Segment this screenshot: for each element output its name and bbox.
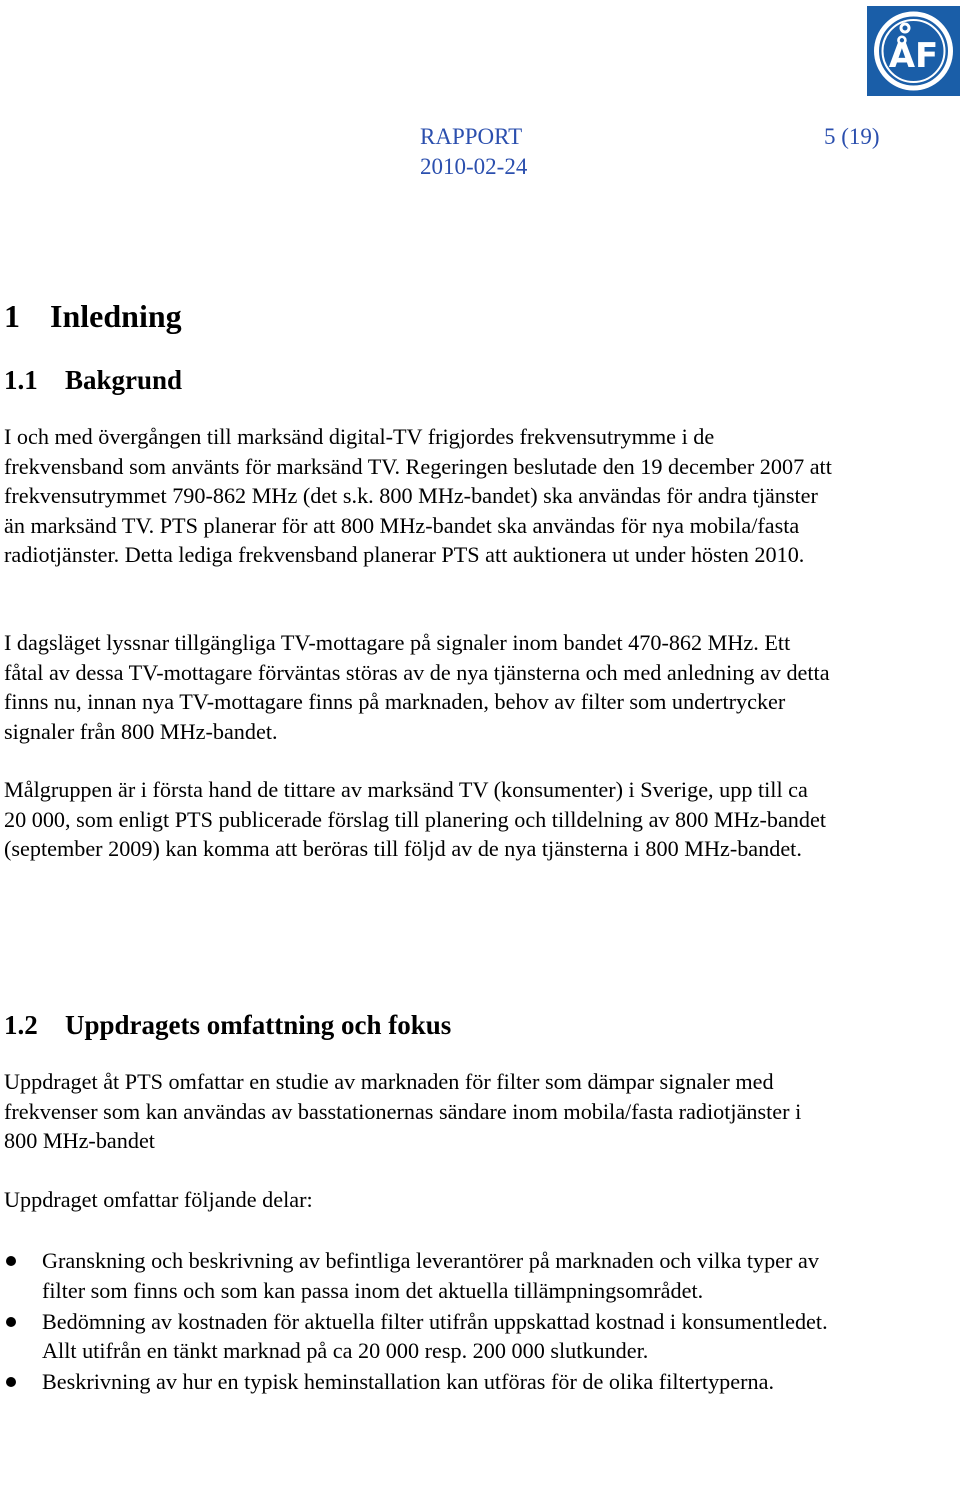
paragraph-text: Uppdraget omfattar följande delar:: [4, 1187, 313, 1212]
list-item: [4, 1307, 834, 1366]
list-item-text: Bedömning av kostnaden för aktuella filter utifrån uppskattad kostnad i konsumentledet. Allt utifrån en tänkt marknad på ca 20 000 resp. 200 000 slutkunder.: [42, 1308, 828, 1363]
bullet-icon: [6, 1256, 16, 1266]
page-number: 5 (19): [824, 124, 880, 149]
heading-title: Uppdragets omfattning och fokus: [65, 1010, 452, 1040]
heading-bakgrund: [4, 362, 182, 398]
heading-inledning: [4, 295, 182, 337]
paragraph: [4, 1067, 834, 1156]
af-logo-mark: [867, 6, 960, 96]
heading-number: 1.1: [4, 365, 38, 395]
heading-title: Inledning: [50, 298, 182, 334]
logo-text: ÅF: [888, 36, 939, 76]
paragraph-text: Målgruppen är i första hand de tittare av marksänd TV (konsumenter) i Sverige, upp till ca 20 000, som enligt PTS publicerade förslag till planering och tilldelning av 800 MHz-bandet (september 2009) kan komma att beröras till följd av de nya tjänsterna i 800 MHz-bandet.: [4, 777, 827, 861]
list-item: [4, 1367, 834, 1397]
paragraph: [4, 422, 834, 570]
bullet-icon: [6, 1377, 16, 1387]
list-item: [4, 1246, 834, 1305]
list-item-text: Beskrivning av hur en typisk heminstallation kan utföras för de olika filtertyperna.: [42, 1369, 775, 1394]
paragraph-text: I dagsläget lyssnar tillgängliga TV-mottagare på signaler inom bandet 470-862 MHz. Ett fåtal av dessa TV-mottagare förväntas störas av de nya tjänsterna och med anledning av detta finns nu, innan nya TV-mottagare finns på marknaden, behov av filter som undertrycker signaler från 800 MHz-bandet.: [4, 630, 830, 744]
list-item-text: Granskning och beskrivning av befintliga leverantörer på marknaden och vilka typer av filter som finns och som kan passa inom det aktuella tillämpningsområdet.: [42, 1248, 819, 1303]
report-date: 2010-02-24: [420, 154, 528, 179]
af-logo: [867, 6, 960, 96]
paragraph: [4, 775, 834, 864]
bullet-icon: [6, 1317, 16, 1327]
paragraph: [4, 628, 834, 746]
heading-uppdragets-omfattning: [4, 1007, 451, 1043]
paragraph-text: Uppdraget åt PTS omfattar en studie av marknaden för filter som dämpar signaler med frekvenser som kan användas av basstationernas sändare inom mobila/fasta radiotjänster i 800 MHz-bandet: [4, 1069, 802, 1153]
paragraph-text: I och med övergången till marksänd digital-TV frigjordes frekvensutrymme i de frekvensband som använts för marksänd TV. Regeringen beslutade den 19 december 2007 att frekvensutrymmet 790-862 MHz (det s.k. 800 MHz-bandet) ska användas för andra tjänster än marksänd TV. PTS planerar för att 800 MHz-bandet ska användas för nya mobila/fasta radiotjänster. Detta lediga frekvensband planerar PTS att auktionera ut under hösten 2010.: [4, 424, 832, 567]
paragraph: [4, 1185, 834, 1215]
report-label: RAPPORT: [420, 124, 523, 149]
bullet-list: [4, 1246, 834, 1398]
heading-number: 1.2: [4, 1010, 38, 1040]
heading-number: 1: [4, 298, 20, 334]
heading-title: Bakgrund: [65, 365, 183, 395]
